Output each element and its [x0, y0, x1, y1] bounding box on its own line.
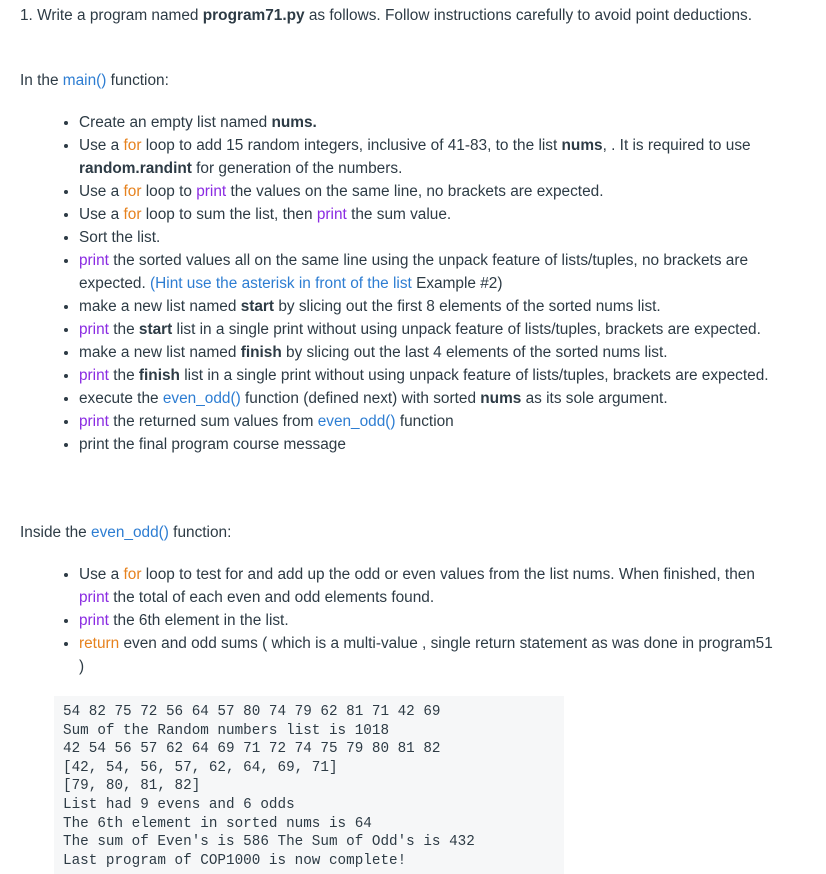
output-line: [79, 80, 81, 82] [63, 778, 201, 795]
list-item: • Use a for loop to sum the list, then print the sum value. [79, 203, 779, 226]
main-instructions-list [57, 111, 779, 456]
list-item: • Use a for loop to print the values on the same line, no brackets are expected. [79, 180, 779, 203]
output-line: 54 82 75 72 56 64 57 80 74 79 62 81 71 42 69 [63, 704, 441, 720]
even-odd-section-title: Inside the even_odd() function: [20, 524, 232, 541]
list-item: • execute the even_odd() function (defined next) with sorted nums as its sole argument. [79, 387, 779, 410]
output-line: List had 9 evens and 6 odds [63, 796, 295, 813]
output-line: Last program of COP1000 is now complete! [63, 852, 407, 869]
list-item: • Use a for loop to add 15 random integers, inclusive of 41-83, to the list nums, . It is required to use random.randint for generation of the numbers. [79, 134, 779, 180]
even-odd-function-name: even_odd() [91, 524, 169, 541]
list-item: • return even and odd sums ( which is a multi-value , single return statement as was done in program51 ) [79, 632, 779, 678]
list-item: • Sort the list. [79, 226, 779, 249]
main-function-name: main() [62, 72, 107, 89]
list-item: • print the final program course message [79, 433, 779, 456]
list-item: • make a new list named finish by slicing out the last 4 elements of the sorted nums list. [79, 341, 779, 364]
program-name: program71.py [202, 7, 305, 24]
list-item: • print the start list in a single print without using unpack feature of lists/tuples, brackets are expected. [79, 318, 779, 341]
list-item: • print the 6th element in the list. [79, 609, 779, 632]
output-line: 42 54 56 57 62 64 69 71 72 74 75 79 80 81 82 [63, 741, 441, 758]
output-line: [42, 54, 56, 57, 62, 64, 69, 71] [63, 759, 338, 776]
list-item: • print the returned sum values from even_odd() function [79, 410, 779, 433]
main-section-title: In the main() function: [20, 72, 169, 89]
output-line: Sum of the Random numbers list is 1018 [63, 722, 390, 739]
list-item: • print the finish list in a single print without using unpack feature of lists/tuples, brackets are expected. [79, 364, 779, 387]
output-line: The sum of Even's is 586 The Sum of Odd's is 432 [63, 834, 475, 851]
output-line: The 6th element in sorted nums is 64 [63, 815, 372, 832]
list-item: • print the sorted values all on the same line using the unpack feature of lists/tuples, no brackets are expected. (Hint use the asterisk in front of the list Example #2) [79, 249, 779, 295]
hint-text: (Hint use the asterisk in front of the list [150, 275, 412, 292]
assignment-intro: 1. Write a program named program71.py as follows. Follow instructions carefully to avoid point deductions. [20, 7, 752, 24]
list-item: • Use a for loop to test for and add up the odd or even values from the list nums. When finished, then print the total of each even and odd elements found. [79, 563, 779, 609]
sample-output-block [54, 696, 564, 874]
even-odd-instructions-list [57, 563, 779, 678]
list-item: • Create an empty list named nums. [79, 111, 779, 134]
list-item: • make a new list named start by slicing out the first 8 elements of the sorted nums list. [79, 295, 779, 318]
